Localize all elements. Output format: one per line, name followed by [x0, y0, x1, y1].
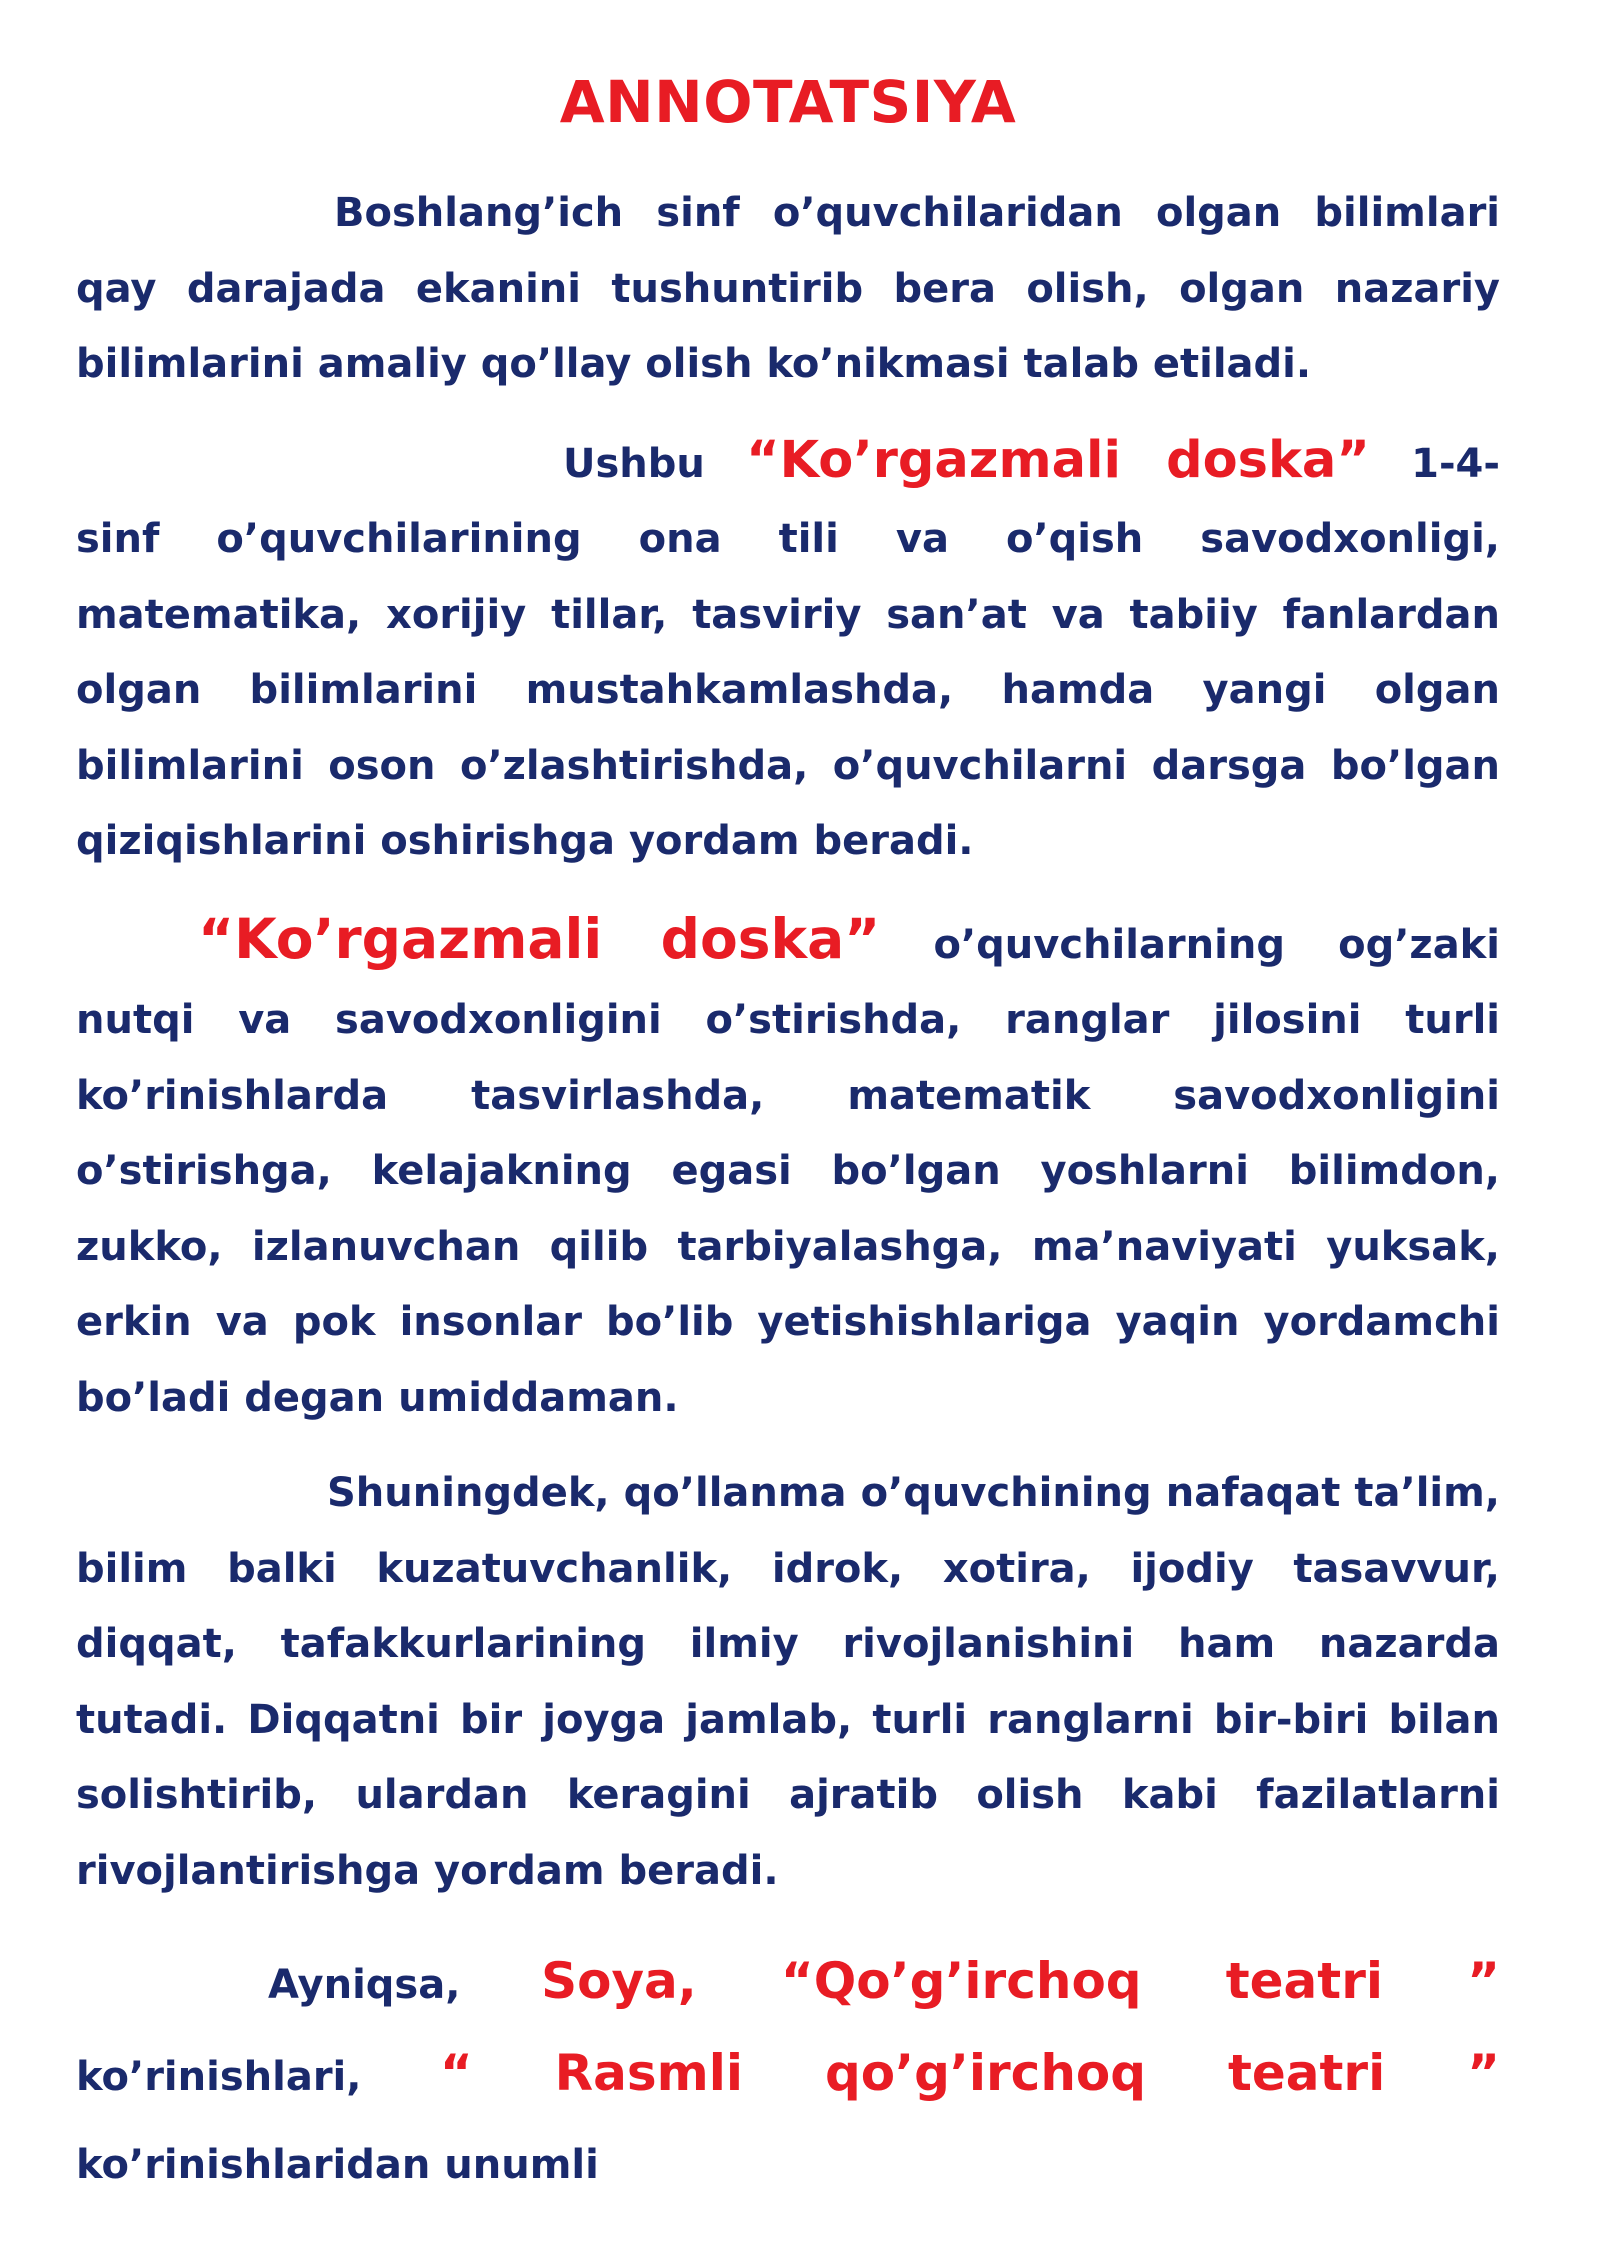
paragraph-2-lead: Ushbu — [563, 440, 747, 487]
highlight-rasmli-qogirchoq-teatri: “ Rasmli qo’g’irchoq teatri ” — [439, 2044, 1501, 2102]
paragraph-1: Boshlang’ich sinf o’quvchilaridan olgan bilimlari qay darajada ekanini tushuntirib bera olish, olgan nazariy bilimlarini amaliy qo’llay olish ko’nikmasi talab etiladi. — [76, 190, 1500, 387]
paragraph-2 — [76, 423, 1500, 880]
page-title: ANNOTATSIYA — [559, 68, 1017, 136]
paragraph-5-body: ko’rinishlaridan unumli — [76, 2142, 599, 2188]
paragraph-5-mid: ko’rinishlari, — [76, 2054, 440, 2100]
highlight-korgazmali-doska: “Ko’rgazmali doska” — [746, 430, 1370, 490]
highlight-korgazmali-doska-2: “Ko’rgazmali doska” — [198, 906, 881, 971]
paragraph-5-lead: Ayniqsa, — [268, 1962, 542, 2008]
highlight-qogirchoq-teatri: Soya, “Qo’g’irchoq teatri ” — [541, 1952, 1500, 2010]
paragraph-5 — [76, 1937, 1500, 2209]
paragraph-3 — [76, 902, 1500, 1437]
paragraph-3-body: o’quvchilarning og’zaki nutqi va savodxonligini o’stirishda, ranglar jilosini turli ko’rinishlarda tasvirlashda, matematik savodxonligini o’stirishga, kelajakning egasi bo’lgan yoshlarni bilimdon, zukko, izlanuvchan qilib tarbiyalashga, ma’naviyati yuksak, erkin va pok insonlar bo’lib yetishishlariga yaqin yordamchi bo’ladi degan umiddaman. — [76, 921, 1500, 1421]
paragraph-2-body: 1-4-sinf o’quvchilarining ona tili va o’qish savodxonligi, matematika, xorijiy tillar, tasviriy san’at va tabiiy fanlardan olgan bilimlarini mustahkamlashda, hamda yangi olgan bilimlarini oson o’zlashtirishda, o’quvchilarni darsga bo’lgan qiziqishlarini oshirishga yordam beradi. — [76, 440, 1500, 864]
paragraph-4: Shuningdek, qo’llanma o’quvchining nafaqat ta’lim, bilim balki kuzatuvchanlik, idrok, xotira, ijodiy tasavvur, diqqat, tafakkurlarining ilmiy rivojlanishini ham nazarda tutadi. Diqqatni bir joyga jamlab, turli ranglarni bir-biri bilan solishtirib, ulardan keragini ajratib olish kabi fazilatlarni rivojlantirishga yordam beradi. — [76, 1470, 1500, 1894]
